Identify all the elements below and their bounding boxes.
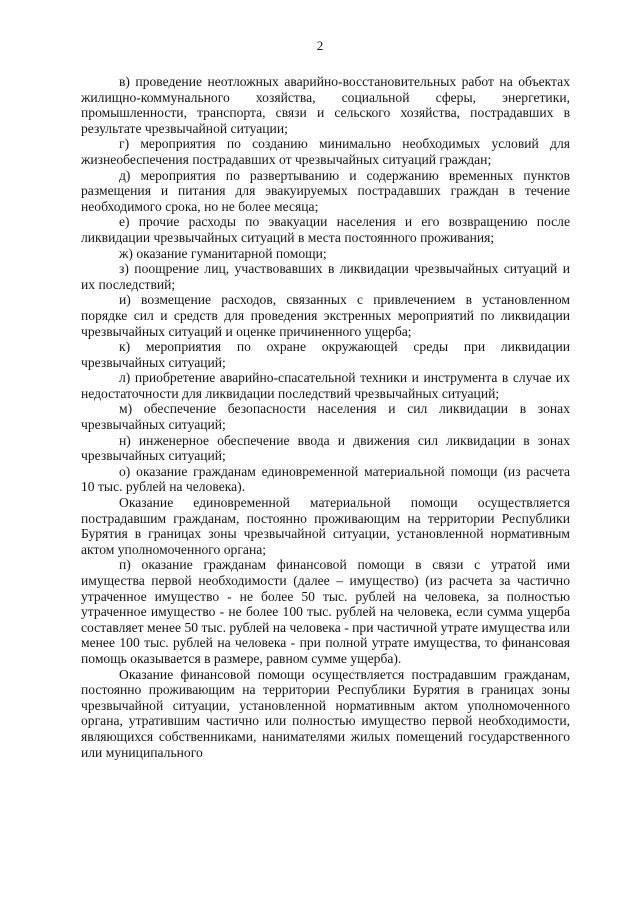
paragraph-item-g: г) мероприятия по созданию минимально необходимых условий для жизнеобеспечения пострадавших от чрезвычайных ситуаций граждан;: [81, 136, 570, 167]
paragraph-item-p: п) оказание гражданам финансовой помощи в связи с утратой ими имущества первой необходимости (далее – имущество) (из расчета за частично утраченное имущество - не более 50 тыс. рублей на человека, за полностью утраченное имущество - не более 100 тыс. рублей на человека, если сумма ущерба составляет менее 50 тыс. рублей на человека - при частичной утрате имущества или менее 100 тыс. рублей на человека - при полной утрате имущества, то финансовая помощь оказывается в размере, равном сумме ущерба).: [81, 557, 570, 666]
paragraph-item-e: е) прочие расходы по эвакуации населения и его возвращению после ликвидации чрезвычайных ситуаций в места постоянного проживания;: [81, 214, 570, 245]
paragraph-item-zh: ж) оказание гуманитарной помощи;: [119, 245, 327, 261]
paragraph-item-l: л) приобретение аварийно-спасательной техники и инструмента в случае их недостаточности для ликвидации последствий чрезвычайных ситуаций;: [81, 370, 570, 401]
paragraph-item-d: д) мероприятия по развертыванию и содержанию временных пунктов размещения и питания для эвакуируемых пострадавших граждан в течение необходимого срока, но не более месяца;: [81, 167, 570, 214]
paragraph-item-v: в) проведение неотложных аварийно-восстановительных работ на объектах жилищно-коммунального хозяйства, социальной сферы, энергетики, промышленности, транспорта, связи и сельского хозяйства, пострадавших в результате чрезвычайной ситуации;: [81, 74, 570, 136]
paragraph-financial-aid-note: Оказание финансовой помощи осуществляется пострадавшим гражданам, постоянно проживающим на территории Республики Бурятия в границах зоны чрезвычайной ситуации, установленной нормативным актом уполномоченного органа, утратившим частично или полностью имущество первой необходимости, являющихся собственниками, нанимателями жилых помещений государственного или муниципального: [81, 666, 570, 760]
document-body: [81, 74, 570, 760]
paragraph-item-n: н) инженерное обеспечение ввода и движения сил ликвидации в зонах чрезвычайных ситуаций;: [81, 432, 570, 464]
paragraph-item-o: о) оказание гражданам единовременной материальной помощи (из расчета 10 тыс. рублей на человека).: [81, 463, 570, 495]
paragraph-item-i: и) возмещение расходов, связанных с привлечением в установленном порядке сил и средств для проведения экстренных мероприятий по ликвидации чрезвычайных ситуаций и оценке причиненного ущерба;: [81, 292, 570, 339]
paragraph-material-aid-note: Оказание единовременной материальной помощи осуществляется пострадавшим гражданам, постоянно проживающим на территории Республики Бурятия в границах зоны чрезвычайной ситуации, установленной нормативным актом уполномоченного органа;: [81, 495, 570, 557]
paragraph-item-m: м) обеспечение безопасности населения и сил ликвидации в зонах чрезвычайных ситуаций;: [81, 401, 570, 433]
paragraph-item-k: к) мероприятия по охране окружающей среды при ликвидации чрезвычайных ситуаций;: [81, 339, 570, 370]
paragraph-item-z: з) поощрение лиц, участвовавших в ликвидации чрезвычайных ситуаций и их последствий;: [81, 261, 570, 292]
page-number: 2: [316, 38, 324, 53]
